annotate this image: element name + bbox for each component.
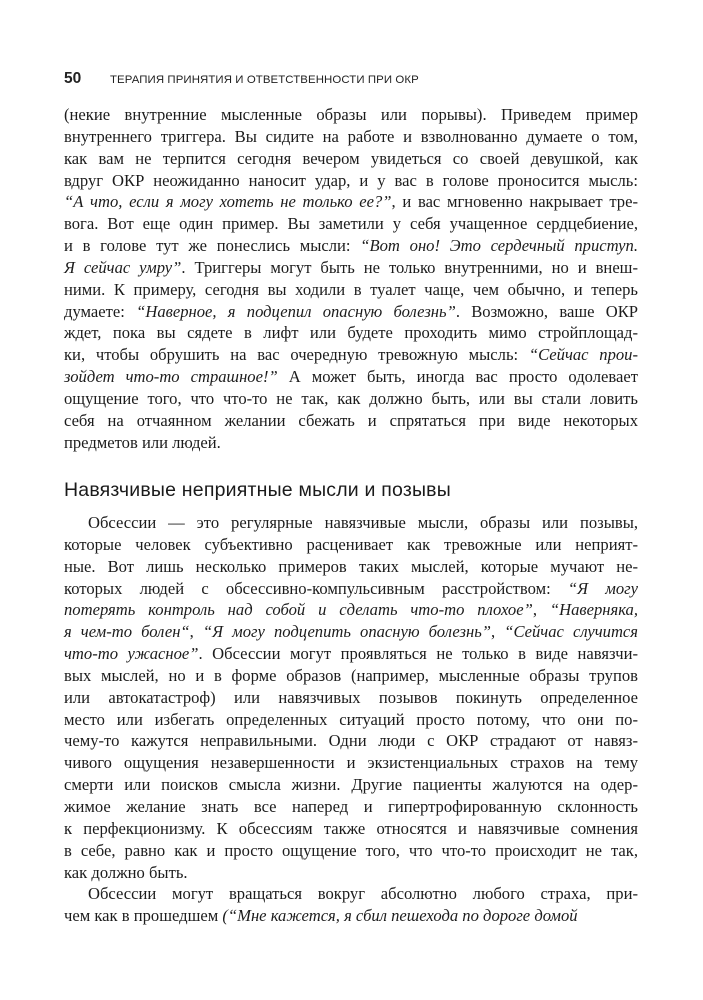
text-segment: ,: [490, 622, 505, 642]
text-line: [64, 665, 638, 687]
text-segment: вога. Вот еще один пример. Вы заметили у себя учащенное сердцебиение,: [64, 214, 638, 234]
text-segment: и в голове тут же понеслись мысли:: [64, 236, 361, 256]
text-segment: место или избегать определенных ситуаций просто потому, что они по-: [64, 709, 638, 729]
text-segment: как должно быть.: [64, 862, 188, 882]
text-segment: себя на отчаянном желании сбежать и спрятаться при виде некоторых: [64, 410, 638, 430]
text-segment: А может быть, иногда вас просто одолевает: [277, 367, 638, 387]
italic-quote: “А что, если я могу хотеть не только ее?”: [64, 192, 392, 212]
text-line: [64, 366, 638, 388]
text-segment: в себе, равно как и просто ощущение того, что что-то происходит не так,: [64, 840, 638, 860]
text-line: [64, 621, 638, 643]
text-line: [64, 301, 638, 323]
text-line: [64, 687, 638, 709]
text-segment: внутреннего триггера. Вы сидите на работе и взволнованно думаете о том,: [64, 126, 638, 146]
italic-quote: “Наверное, я подцепил опасную болезнь”: [136, 301, 456, 321]
text-segment: ,: [532, 600, 550, 620]
text-line: [64, 905, 638, 927]
text-segment: ные. Вот лишь несколько примеров таких мыслей, которые мучают не-: [64, 556, 638, 576]
text-line: [64, 170, 638, 192]
text-line: [64, 279, 638, 301]
text-line: [64, 410, 638, 432]
italic-quote: “Сейчас случится: [504, 622, 639, 642]
text-line: [64, 213, 638, 235]
text-line: [64, 257, 638, 279]
text-segment: . Триггеры могут быть не только внутренними, но и внеш-: [181, 257, 638, 277]
text-line: [64, 578, 638, 600]
italic-quote: (“Мне кажется, я сбил пешехода по дороге домой: [222, 906, 578, 926]
text-line: [64, 235, 638, 257]
italic-quote: потерять контроль над собой и сделать что-то плохое”: [64, 600, 533, 620]
italic-quote: “Сейчас прои-: [528, 345, 638, 365]
text-segment: , и вас мгновенно накрывает тре-: [391, 192, 638, 212]
text-segment: чем как в прошедшем: [64, 906, 223, 926]
text-segment: ,: [189, 622, 203, 642]
text-line: [64, 344, 638, 366]
text-line: [64, 148, 638, 170]
text-line: [64, 818, 638, 840]
text-segment: вдруг ОКР неожиданно наносит удар, и у вас в голове проносится мысль:: [64, 170, 638, 190]
italic-quote: “Вот оно! Это сердечный приступ.: [360, 236, 638, 256]
text-segment: чивого ощущения незавершенности и экзистенциальных страхов на тему: [64, 753, 638, 773]
text-line: [64, 643, 638, 665]
text-segment: думаете:: [64, 301, 137, 321]
italic-quote: что-то ужасное”: [64, 644, 199, 664]
text-line: [64, 840, 638, 862]
text-segment: которых людей с обсессивно-компульсивным расстройством:: [64, 578, 568, 598]
running-title: ТЕРАПИЯ ПРИНЯТИЯ И ОТВЕТСТВЕННОСТИ ПРИ ОКР: [110, 74, 419, 86]
text-segment: (некие внутренние мысленные образы или порывы). Приведем пример: [64, 105, 638, 124]
text-segment: как вам не терпится сегодня вечером увидеться со своей девушкой, как: [64, 148, 638, 168]
text-segment: или автокатастроф) или навязчивых позывов покинуть определенное: [64, 687, 638, 707]
text-segment: Обсессии — это регулярные навязчивые мысли, образы или позывы,: [88, 513, 638, 532]
text-line: [64, 104, 638, 126]
paragraph-obsessions: [64, 512, 638, 927]
paragraph-triggers: [64, 104, 638, 454]
text-segment: ними. К примеру, сегодня вы ходили в туалет чаще, чем обычно, и теперь: [64, 279, 638, 299]
text-segment: . Обсессии могут проявляться не только в виде навязчи-: [198, 644, 639, 664]
text-line: [64, 862, 638, 884]
text-line: [64, 191, 638, 213]
italic-quote: “Я могу: [567, 578, 638, 598]
italic-quote: зойдет что-то страшное!”: [64, 367, 278, 387]
text-line: [64, 730, 638, 752]
text-segment: к перфекционизму. К обсессиям также относятся и навязчивые сомнения: [64, 818, 638, 838]
text-line: [64, 126, 638, 148]
text-line: [64, 556, 638, 578]
italic-quote: я чем-то болен“: [64, 622, 190, 642]
text-segment: вых мыслей, но и в форме образов (например, мысленные образы трупов: [64, 665, 638, 685]
text-segment: смерти или поисков смысла жизни. Другие пациенты жалуются на одер-: [64, 775, 638, 795]
text-segment: . Возможно, ваше ОКР: [455, 301, 638, 321]
text-line: [64, 774, 638, 796]
italic-quote: “Наверняка,: [549, 600, 638, 620]
text-line: [64, 388, 638, 410]
text-line: [64, 599, 638, 621]
text-segment: жимое желание знать все наперед и гипертрофированную склонность: [64, 796, 638, 816]
text-line: [64, 534, 638, 556]
text-segment: ки, чтобы обрушить на вас очередную тревожную мысль:: [64, 345, 529, 365]
text-segment: предметов или людей.: [64, 432, 221, 452]
text-line: [64, 512, 638, 534]
text-line: [64, 796, 638, 818]
text-line: [64, 752, 638, 774]
text-segment: ждет, пока вы сядете в лифт или будете проходить мимо стройплощад-: [64, 323, 638, 343]
section-heading: Навязчивые неприятные мысли и позывы: [64, 479, 451, 501]
page-number: 50: [64, 70, 82, 87]
text-line: [64, 322, 638, 344]
text-segment: Обсессии могут вращаться вокруг абсолютно любого страха, при-: [88, 884, 638, 904]
text-line: [64, 883, 638, 905]
text-segment: чему-то кажутся неправильными. Одни люди с ОКР страдают от навяз-: [64, 731, 638, 751]
running-head: [64, 70, 644, 90]
text-line: [64, 432, 638, 454]
text-line: [64, 709, 638, 731]
italic-quote: Я сейчас умру”: [64, 257, 182, 277]
text-segment: ощущение того, что что-то не так, как должно быть, или вы стали ловить: [64, 388, 638, 408]
text-segment: которые человек субъективно расценивает как тревожные или неприят-: [64, 534, 638, 554]
italic-quote: “Я могу подцепить опасную болезнь”: [202, 622, 491, 642]
